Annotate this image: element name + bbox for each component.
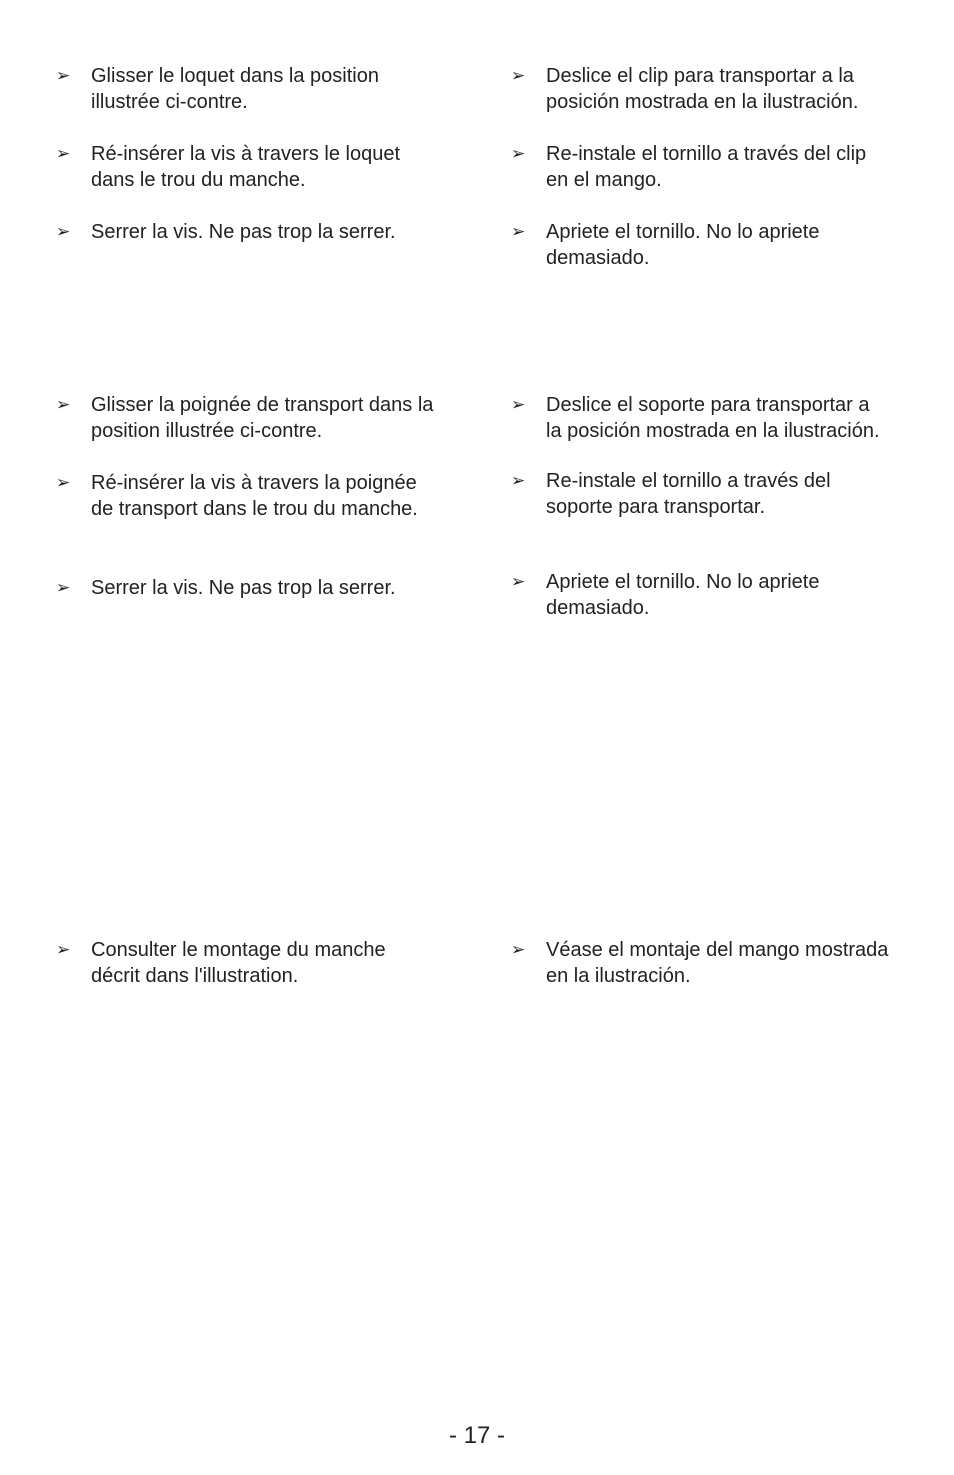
arrow-bullet-icon: ➢	[511, 144, 526, 164]
instruction-text: Apriete el tornillo. No lo apriete demasiado.	[546, 221, 820, 269]
arrow-bullet-icon: ➢	[56, 144, 71, 164]
instruction-text: Consulter le montage du manche décrit dans l'illustration.	[91, 939, 386, 987]
instruction-text: Glisser la poignée de transport dans la position illustrée ci-contre.	[91, 394, 434, 442]
instruction-text: Serrer la vis. Ne pas trop la serrer.	[91, 577, 396, 599]
arrow-bullet-icon: ➢	[511, 66, 526, 86]
arrow-bullet-icon: ➢	[56, 473, 71, 493]
arrow-bullet-icon: ➢	[56, 395, 71, 415]
instruction-text: Re-instale el tornillo a través del clip en el mango.	[546, 143, 867, 191]
arrow-bullet-icon: ➢	[56, 940, 71, 960]
arrow-bullet-icon: ➢	[511, 395, 526, 415]
instruction-text: Apriete el tornillo. No lo apriete demasiado.	[546, 571, 820, 619]
arrow-bullet-icon: ➢	[511, 940, 526, 960]
arrow-bullet-icon: ➢	[56, 578, 71, 598]
instruction-text: Glisser le loquet dans la position illustrée ci-contre.	[91, 65, 379, 113]
arrow-bullet-icon: ➢	[56, 66, 71, 86]
arrow-bullet-icon: ➢	[511, 222, 526, 242]
instruction-text: Deslice el clip para transportar a la posición mostrada en la ilustración.	[546, 65, 859, 113]
instruction-text: Re-instale el tornillo a través del soporte para transportar.	[546, 470, 831, 518]
page-number: - 17 -	[448, 1422, 505, 1449]
instruction-text: Ré-insérer la vis à travers le loquet dans le trou du manche.	[91, 143, 401, 191]
instruction-text: Deslice el soporte para transportar a la posición mostrada en la ilustración.	[546, 394, 880, 442]
arrow-bullet-icon: ➢	[56, 222, 71, 242]
arrow-bullet-icon: ➢	[511, 572, 526, 592]
instruction-text: Véase el montaje del mango mostrada en la ilustración.	[546, 939, 889, 987]
arrow-bullet-icon: ➢	[511, 471, 526, 491]
instruction-text: Serrer la vis. Ne pas trop la serrer.	[91, 221, 396, 243]
instruction-text: Ré-insérer la vis à travers la poignée de transport dans le trou du manche.	[91, 472, 418, 520]
